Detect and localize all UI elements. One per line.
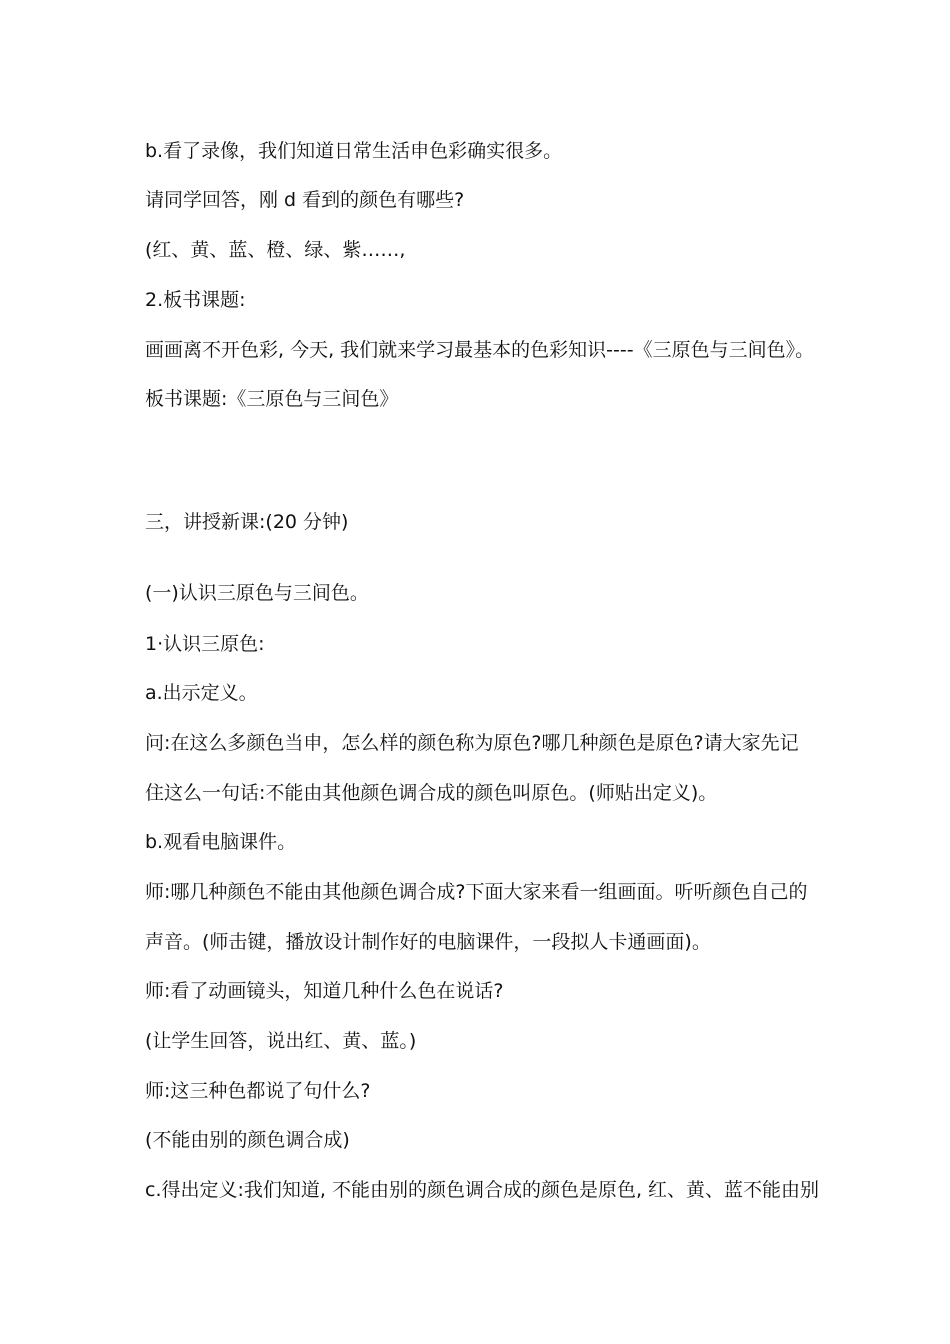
text-line: 师:哪几种颜色不能由其他颜色调合成?下面大家来看一组画面。听听颜色自己的 <box>145 881 808 903</box>
text-line: 板书课题:《三原色与三间色》 <box>145 388 399 410</box>
text-line: 请同学回答，刚 d 看到的颜色有哪些? <box>145 189 465 211</box>
text-line: 问:在这么多颜色当申，怎么样的颜色称为原色?哪几种颜色是原色?请大家先记 <box>145 732 799 754</box>
text-line: b.观看电脑课件。 <box>145 831 297 853</box>
text-line: (红、黄、蓝、橙、绿、紫……, <box>145 239 406 261</box>
text-line: 2.板书课题: <box>145 289 246 311</box>
text-line: 1·认识三原色: <box>145 633 265 655</box>
text-line: (让学生回答，说出红、黄、蓝。) <box>145 1030 417 1052</box>
text-line: b.看了录像，我们知道日常生活申色彩确实很多。 <box>145 140 563 162</box>
text-line: a.出示定义。 <box>145 682 258 704</box>
text-line: 声音。(师击键，播放设计制作好的电脑课件，一段拟人卡通画面)。 <box>145 931 711 953</box>
section-heading: 三，讲授新课:(20 分钟) <box>145 511 349 533</box>
text-line: c.得出定义:我们知道, 不能由别的颜色调合成的颜色是原色, 红、黄、蓝不能由别 <box>145 1179 820 1201</box>
text-line: 师:这三种色都说了句什么? <box>145 1080 371 1102</box>
text-line: 住这么一句话:不能由其他颜色调合成的颜色叫原色。(师贴出定义)。 <box>145 782 718 804</box>
text-line: 画画离不开色彩, 今天, 我们就来学习最基本的色彩知识----《三原色与三间色》。 <box>145 339 815 361</box>
text-line: 师:看了动画镜头，知道几种什么色在说话? <box>145 980 504 1002</box>
text-line: (不能由别的颜色调合成) <box>145 1129 350 1151</box>
subsection-heading: (一)认识三原色与三间色。 <box>145 582 369 604</box>
